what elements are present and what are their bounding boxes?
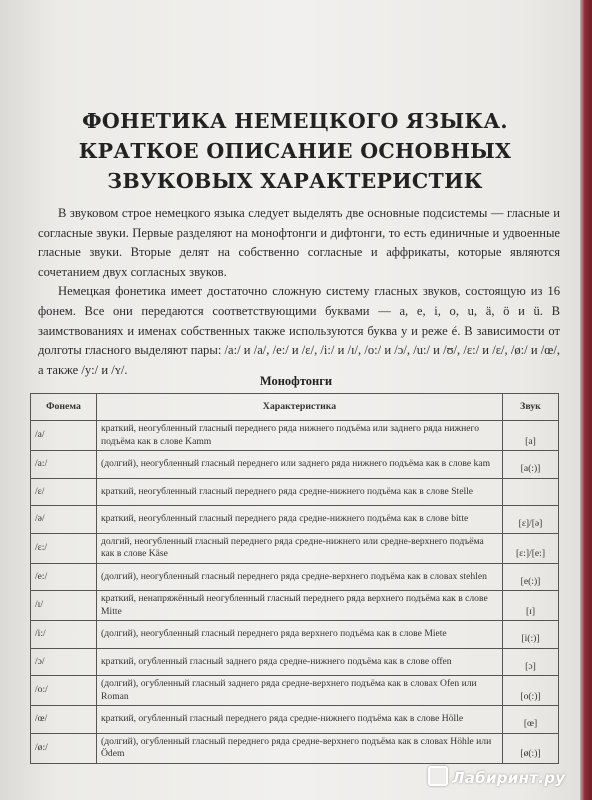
header-characteristic: Характеристика	[97, 394, 503, 421]
characteristic-cell: долгий, неогубленный гласный переднего ряда средне-нижнего или средне-верхнего подъёма как в слове Käse	[97, 533, 503, 563]
characteristic-cell: (долгий), неогубленный гласный переднего ряда средне-верхнего подъёма как в словах stehlen	[97, 563, 503, 591]
table-row	[31, 533, 559, 563]
table-row	[31, 563, 559, 591]
phoneme-cell: /i:/	[31, 621, 97, 649]
table-row	[31, 706, 559, 734]
phoneme-cell: /e:/	[31, 563, 97, 591]
sound-cell: [i(:)]	[503, 621, 559, 649]
table-row	[31, 676, 559, 706]
table-row	[31, 478, 559, 506]
sound-cell	[503, 478, 559, 506]
sound-cell: [a(:)]	[503, 451, 559, 479]
phoneme-cell: /a:/	[31, 451, 97, 479]
title-line-1: ФОНЕТИКА НЕМЕЦКОГО ЯЗЫКА.	[82, 109, 508, 133]
sound-cell: [ɪ]	[503, 591, 559, 621]
book-cover-edge	[580, 0, 592, 800]
labirint-logo-icon	[428, 766, 448, 786]
phoneme-cell: /œ/	[31, 706, 97, 734]
characteristic-cell: (долгий), неогубленный гласный переднего ряда верхнего подъёма как в слове Miete	[97, 621, 503, 649]
sound-cell: [e(:)]	[503, 563, 559, 591]
sound-cell: [ɛ]/[ə]	[503, 506, 559, 534]
title-line-2: КРАТКОЕ ОПИСАНИЕ ОСНОВНЫХ	[78, 139, 512, 163]
table-caption: Монофтонги	[259, 374, 333, 388]
table-row	[31, 648, 559, 676]
characteristic-cell: (долгий), огубленный гласный переднего ряда средне-верхнего подъёма как в словах Höhle или Ödem	[97, 733, 503, 763]
sound-cell: [o(:)]	[503, 676, 559, 706]
title-line-3: ЗВУКОВЫХ ХАРАКТЕРИСТИК	[107, 169, 483, 193]
sound-cell: [œ]	[503, 706, 559, 734]
paragraph-1: В звуковом строе немецкого языка следует выделять две основные подсистемы — гласные и согласные звуки. Первые разделяют на монофтонги и дифтонги, то есть единичные и удвоенные гласные звуки. Вторые делят на собственно согласные и аффрикаты, которые являются сочетанием двух согласных звуков.	[38, 206, 560, 279]
phoneme-cell: /ɔ/	[31, 648, 97, 676]
characteristic-cell: краткий, неогубленный гласный переднего ряда средне-нижнего подъёма как в слове Stelle	[97, 478, 503, 506]
phoneme-cell: /ə/	[31, 506, 97, 534]
paragraph-2: Немецкая фонетика имеет достаточно сложную систему гласных звуков, состоящую из 16 фонем. Все они передаются соответствующими буквами — a, e, i, o, u, ä, ö и ü. В заимствованиях и именах собственных также используются буква y и реже é. В зависимости от долготы гласного выделяют пары: /a:/ и /a/, /e:/ и /ɛ/, /i:/ и /ɪ/, /o:/ и /ɔ/, /u:/ и /ʊ/, /ɛ:/ и /ɛ/, /ø:/ и /œ/, а также /y:/ и /ʏ/.	[38, 284, 560, 377]
monophthongs-table	[30, 393, 559, 764]
table-row	[31, 506, 559, 534]
labirint-watermark	[428, 766, 565, 787]
header-sound: Звук	[503, 394, 559, 421]
phoneme-cell: /ɛ:/	[31, 533, 97, 563]
table-header-row	[31, 394, 559, 421]
table-row	[31, 733, 559, 763]
header-phoneme: Фонема	[31, 394, 97, 421]
sound-cell: [a]	[503, 421, 559, 451]
table-row	[31, 621, 559, 649]
characteristic-cell: краткий, неогубленный гласный переднего ряда нижнего подъёма или заднего ряда нижнего подъёма как в слове Kamm	[97, 421, 503, 451]
watermark-text: Лабиринт.ру	[452, 769, 566, 787]
sound-cell: [ø(:)]	[503, 733, 559, 763]
phoneme-cell: /a/	[31, 421, 97, 451]
table-row	[31, 451, 559, 479]
sound-cell: [ɔ]	[503, 648, 559, 676]
characteristic-cell: краткий, огубленный гласный переднего ряда средне-нижнего подъёма как в слове Hölle	[97, 706, 503, 734]
characteristic-cell: (долгий), огубленный гласный заднего ряда средне-верхнего подъёма как в словах Ofen или Roman	[97, 676, 503, 706]
characteristic-cell: краткий, ненапряжённый неогубленный гласный переднего ряда верхнего подъёма как в слове Mitte	[97, 591, 503, 621]
phoneme-cell: /ɛ/	[31, 478, 97, 506]
page-title	[60, 106, 530, 196]
phoneme-cell: /ɪ/	[31, 591, 97, 621]
table-row	[31, 591, 559, 621]
characteristic-cell: краткий, неогубленный гласный переднего ряда средне-нижнего подъёма как в слове bitte	[97, 506, 503, 534]
phoneme-cell: /o:/	[31, 676, 97, 706]
body-text	[38, 204, 560, 380]
characteristic-cell: краткий, огубленный гласный заднего ряда средне-нижнего подъёма как в слове offen	[97, 648, 503, 676]
characteristic-cell: (долгий), неогубленный гласный переднего или заднего ряда нижнего подъёма как в слове kam	[97, 451, 503, 479]
table-row	[31, 421, 559, 451]
sound-cell: [ɛ:]/[e:]	[503, 533, 559, 563]
phoneme-cell: /ø:/	[31, 733, 97, 763]
